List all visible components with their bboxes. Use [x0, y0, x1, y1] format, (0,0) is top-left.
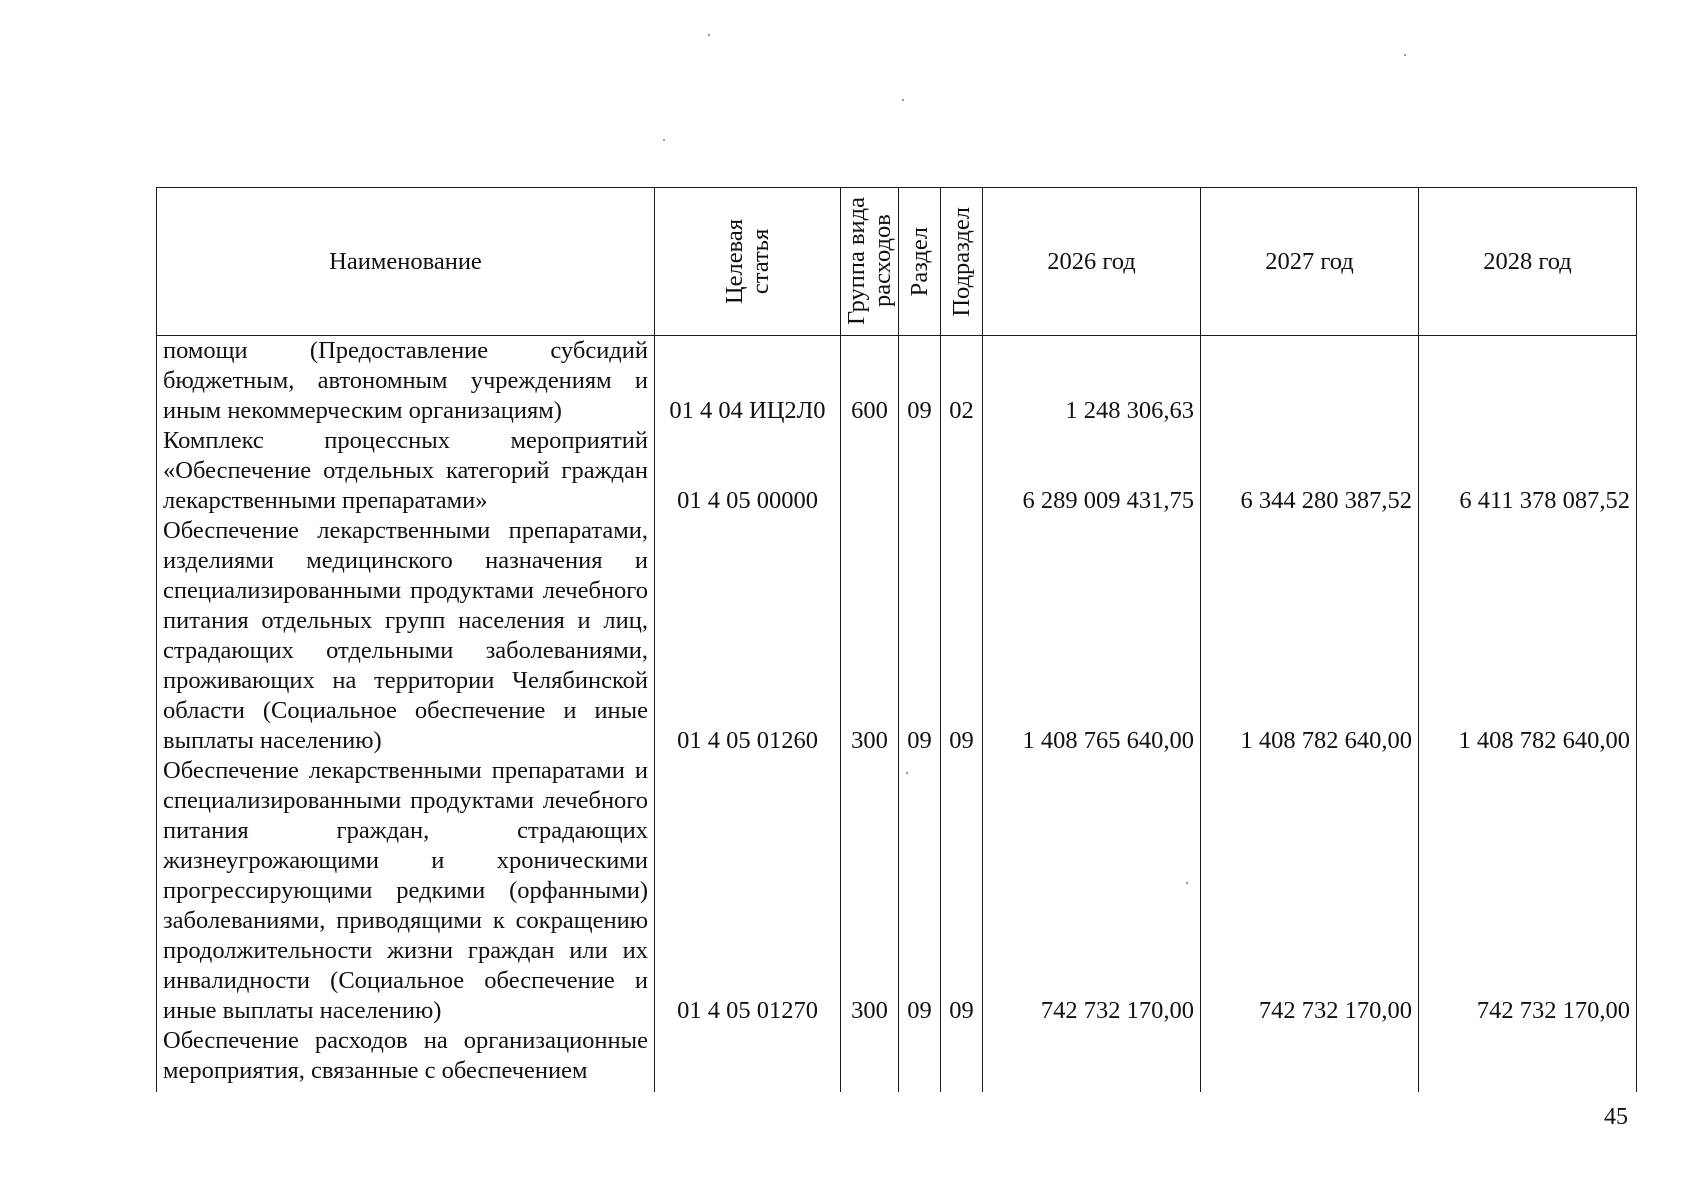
header-year-2026: 2026 год: [983, 188, 1201, 336]
row-expense-group: [841, 1026, 899, 1092]
row-name: помощи (Предоставление субсидий бюджетным, автономным учреждениям и иным некоммерческим организациям): [157, 336, 655, 427]
row-amount-2028: [1419, 336, 1637, 427]
scan-speck: [906, 772, 908, 774]
row-section: 09: [899, 756, 941, 1026]
row-name: Комплекс процессных мероприятий «Обеспечение отдельных категорий граждан лекарственными препаратами»: [157, 426, 655, 516]
row-section: [899, 1026, 941, 1092]
table-row: [157, 336, 1637, 427]
row-subsection: [941, 1026, 983, 1092]
scan-speck: [1186, 882, 1188, 884]
scan-speck: [902, 99, 904, 101]
row-section: 09: [899, 336, 941, 427]
row-expense-group: [841, 426, 899, 516]
row-amount-2026: [983, 1026, 1201, 1092]
header-row: [157, 188, 1637, 336]
row-amount-2027: 6 344 280 387,52: [1201, 426, 1419, 516]
row-amount-2026: 1 408 765 640,00: [983, 516, 1201, 756]
row-amount-2026: 742 732 170,00: [983, 756, 1201, 1026]
header-year-2027: 2027 год: [1201, 188, 1419, 336]
header-year-2028: 2028 год: [1419, 188, 1637, 336]
scan-speck: [663, 139, 665, 141]
row-amount-2028: 6 411 378 087,52: [1419, 426, 1637, 516]
page-number: 45: [1604, 1104, 1628, 1130]
row-name: Обеспечение лекарственными препаратами, изделиями медицинского назначения и специализированными продуктами лечебного питания отдельных групп населения и лиц, страдающих отдельными заболеваниями, проживающих на территории Челябинской области (Социальное обеспечение и иные выплаты населению): [157, 516, 655, 756]
row-subsection: 09: [941, 516, 983, 756]
row-target-article: 01 4 05 01270: [655, 756, 841, 1026]
row-target-article: [655, 1026, 841, 1092]
row-expense-group: 600: [841, 336, 899, 427]
row-amount-2028: 1 408 782 640,00: [1419, 516, 1637, 756]
row-expense-group: 300: [841, 516, 899, 756]
row-target-article: 01 4 05 00000: [655, 426, 841, 516]
header-expense-group: Группа вида расходов: [841, 188, 899, 336]
table-row: [157, 756, 1637, 1026]
row-subsection: [941, 426, 983, 516]
row-section: 09: [899, 516, 941, 756]
row-subsection: 09: [941, 756, 983, 1026]
table-row: [157, 1026, 1637, 1092]
row-amount-2027: [1201, 336, 1419, 427]
row-amount-2026: 6 289 009 431,75: [983, 426, 1201, 516]
table-row: [157, 516, 1637, 756]
header-subsection: Подраздел: [941, 188, 983, 336]
budget-table: [156, 187, 1637, 1092]
header-section: Раздел: [899, 188, 941, 336]
header-name: Наименование: [157, 188, 655, 336]
row-amount-2028: 742 732 170,00: [1419, 756, 1637, 1026]
row-target-article: 01 4 05 01260: [655, 516, 841, 756]
row-section: [899, 426, 941, 516]
row-amount-2026: 1 248 306,63: [983, 336, 1201, 427]
row-subsection: 02: [941, 336, 983, 427]
row-target-article: 01 4 04 ИЦ2Л0: [655, 336, 841, 427]
row-name: Обеспечение лекарственными препаратами и специализированными продуктами лечебного питания граждан, страдающих жизнеугрожающими и хроническими прогрессирующими редкими (орфанными) заболеваниями, приводящими к сокращению продолжительности жизни граждан или их инвалидности (Социальное обеспечение и иные выплаты населению): [157, 756, 655, 1026]
row-amount-2027: 742 732 170,00: [1201, 756, 1419, 1026]
row-amount-2027: [1201, 1026, 1419, 1092]
scan-speck: [708, 34, 710, 36]
row-name: Обеспечение расходов на организационные мероприятия, связанные с обеспечением: [157, 1026, 655, 1092]
header-target-article: Целевая статья: [655, 188, 841, 336]
row-expense-group: 300: [841, 756, 899, 1026]
scan-speck: [1404, 54, 1406, 56]
table-row: [157, 426, 1637, 516]
row-amount-2027: 1 408 782 640,00: [1201, 516, 1419, 756]
row-amount-2028: [1419, 1026, 1637, 1092]
